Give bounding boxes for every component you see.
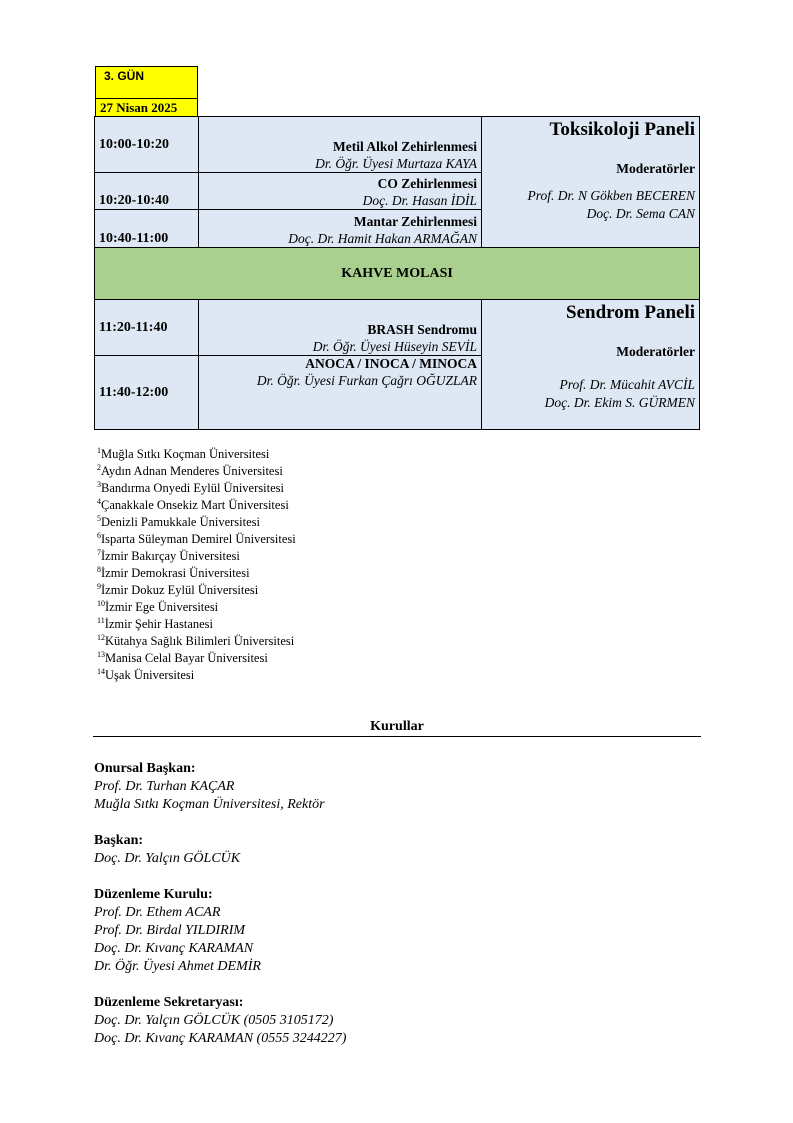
affiliation-list	[97, 446, 296, 684]
affiliation-item: $^8$İzmir Demokrasi Üniversitesi	[97, 565, 250, 580]
committee-member: Prof. Dr. Birdal YILDIRIM	[94, 923, 246, 938]
session-speaker: Dr. Öğr. Üyesi Murtaza KAYA	[315, 156, 477, 171]
committee-member: Doç. Dr. Yalçın GÖLCÜK (0505 3105172)	[94, 1013, 334, 1028]
committee-member: Prof. Dr. Ethem ACAR	[94, 905, 221, 920]
committee-member: Doç. Dr. Kıvanç KARAMAN (0555 3244227)	[94, 1031, 347, 1046]
session-cell	[199, 210, 482, 248]
session-cell	[199, 173, 482, 210]
affiliation-item: $^{11}$İzmir Şehir Hastanesi	[97, 616, 214, 631]
coffee-break: KAHVE MOLASI	[95, 248, 700, 300]
affiliation-item: $^7$İzmir Bakırçay Üniversitesi	[97, 548, 240, 563]
session-cell	[199, 300, 482, 356]
committee-member: Prof. Dr. Turhan KAÇAR	[94, 779, 235, 794]
panel-title: Sendrom Paneli	[566, 302, 695, 323]
committee-member: Doç. Dr. Kıvanç KARAMAN	[94, 941, 254, 956]
moderators-label: Moderatörler	[616, 161, 695, 176]
session-time: 10:00-10:20	[95, 117, 199, 173]
committee-title: Düzenleme Sekretaryası:	[94, 995, 244, 1010]
panel-info	[482, 300, 700, 430]
session-speaker: Dr. Öğr. Üyesi Hüseyin SEVİL	[312, 339, 477, 354]
affiliation-item: $^6$Isparta Süleyman Demirel Üniversitesi	[97, 531, 296, 546]
session-title: BRASH Sendromu	[367, 322, 477, 337]
moderator-name: Prof. Dr. N Gökben BECEREN	[527, 188, 695, 203]
moderators-label: Moderatörler	[616, 344, 695, 359]
panel-info	[482, 117, 700, 248]
session-title: Metil Alkol Zehirlenmesi	[333, 139, 477, 154]
session-speaker: Dr. Öğr. Üyesi Furkan Çağrı OĞUZLAR	[256, 373, 477, 388]
affiliation-item: $^3$Bandırma Onyedi Eylül Üniversitesi	[97, 480, 284, 495]
session-cell	[199, 117, 482, 173]
session-speaker: Doç. Dr. Hamit Hakan ARMAĞAN	[288, 231, 477, 246]
committees-section	[94, 760, 694, 1066]
session-time: 11:40-12:00	[95, 356, 199, 430]
committee-member: Dr. Öğr. Üyesi Ahmet DEMİR	[94, 959, 261, 974]
committees-heading: Kurullar	[93, 719, 701, 737]
committee-group	[94, 886, 694, 976]
affiliation-item: $^{14}$Uşak Üniversitesi	[97, 667, 195, 682]
affiliation-item: $^4$Çanakkale Onsekiz Mart Üniversitesi	[97, 497, 289, 512]
moderator-name: Doç. Dr. Sema CAN	[586, 206, 695, 221]
session-title: Mantar Zehirlenmesi	[353, 214, 477, 229]
session-cell	[199, 356, 482, 430]
affiliation-item: $^5$Denizli Pamukkale Üniversitesi	[97, 514, 260, 529]
committee-group	[94, 994, 694, 1048]
committee-member: Muğla Sıtkı Koçman Üniversitesi, Rektör	[94, 797, 325, 812]
day-number: 3. GÜN	[95, 66, 198, 98]
session-speaker: Doç. Dr. Hasan İDİL	[362, 193, 477, 208]
affiliation-item: $^1$Muğla Sıtkı Koçman Üniversitesi	[97, 446, 270, 461]
affiliation-item: $^2$Aydın Adnan Menderes Üniversitesi	[97, 463, 283, 478]
committee-group	[94, 760, 694, 814]
session-time: 10:40-11:00	[95, 210, 199, 248]
session-title: ANOCA / INOCA / MINOCA	[305, 356, 477, 371]
panel-title: Toksikoloji Paneli	[549, 119, 695, 140]
committee-title: Düzenleme Kurulu:	[94, 887, 213, 902]
committee-title: Onursal Başkan:	[94, 761, 196, 776]
break-row	[95, 248, 700, 300]
committee-group	[94, 832, 694, 868]
affiliation-item: $^{10}$İzmir Ege Üniversitesi	[97, 599, 219, 614]
affiliation-item: $^{12}$Kütahya Sağlık Bilimleri Üniversitesi	[97, 633, 295, 648]
committee-member: Doç. Dr. Yalçın GÖLCÜK	[94, 851, 241, 866]
affiliation-item: $^9$İzmir Dokuz Eylül Üniversitesi	[97, 582, 259, 597]
day-date: 27 Nisan 2025	[95, 98, 198, 117]
affiliation-item: $^{13}$Manisa Celal Bayar Üniversitesi	[97, 650, 268, 665]
moderator-name: Doç. Dr. Ekim S. GÜRMEN	[544, 395, 695, 410]
session-time: 11:20-11:40	[95, 300, 199, 356]
schedule-table	[94, 116, 700, 430]
moderator-name: Prof. Dr. Mücahit AVCİL	[559, 377, 695, 392]
table-row	[95, 300, 700, 356]
session-time: 10:20-10:40	[95, 173, 199, 210]
committee-title: Başkan:	[94, 833, 144, 848]
table-row	[95, 117, 700, 173]
session-title: CO Zehirlenmesi	[377, 176, 477, 191]
